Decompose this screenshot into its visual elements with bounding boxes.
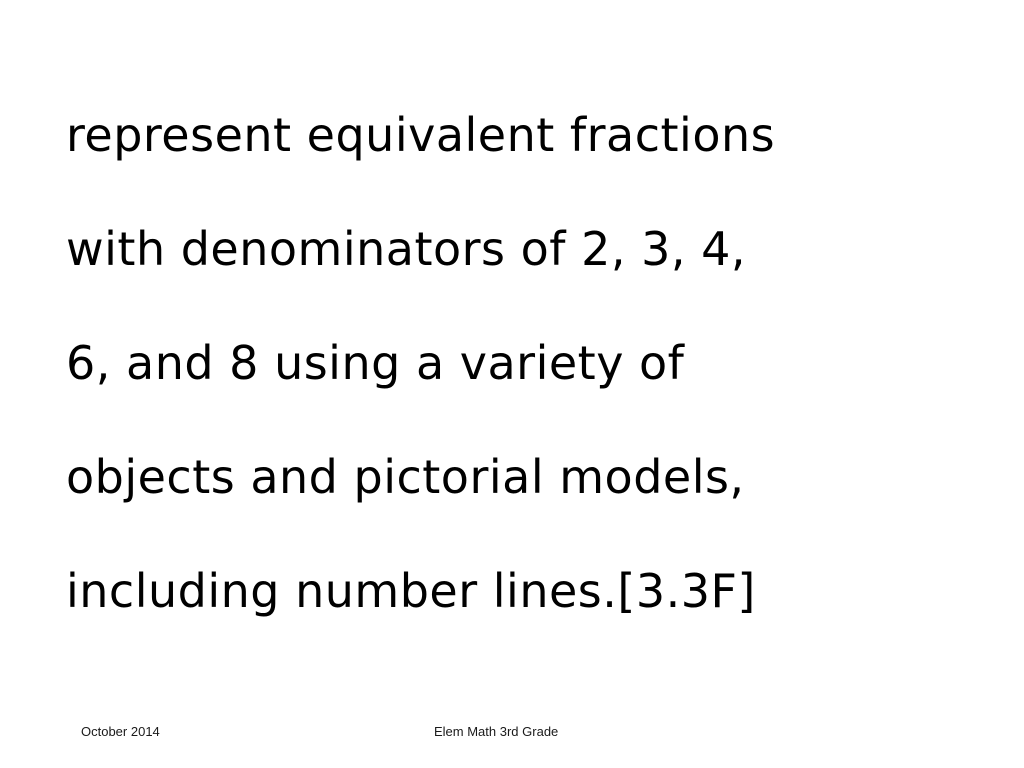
body-line: with denominators of 2, 3, 4, [66, 222, 746, 276]
slide-body-text [66, 78, 986, 648]
body-line: 6, and 8 using a variety of [66, 336, 685, 390]
body-line: represent equivalent fractions [66, 108, 776, 162]
body-line: objects and pictorial models, [66, 450, 745, 504]
footer-date: October 2014 [81, 724, 160, 739]
body-line: including number lines.[3.3F] [66, 564, 756, 618]
footer-center-text: Elem Math 3rd Grade [434, 724, 559, 739]
